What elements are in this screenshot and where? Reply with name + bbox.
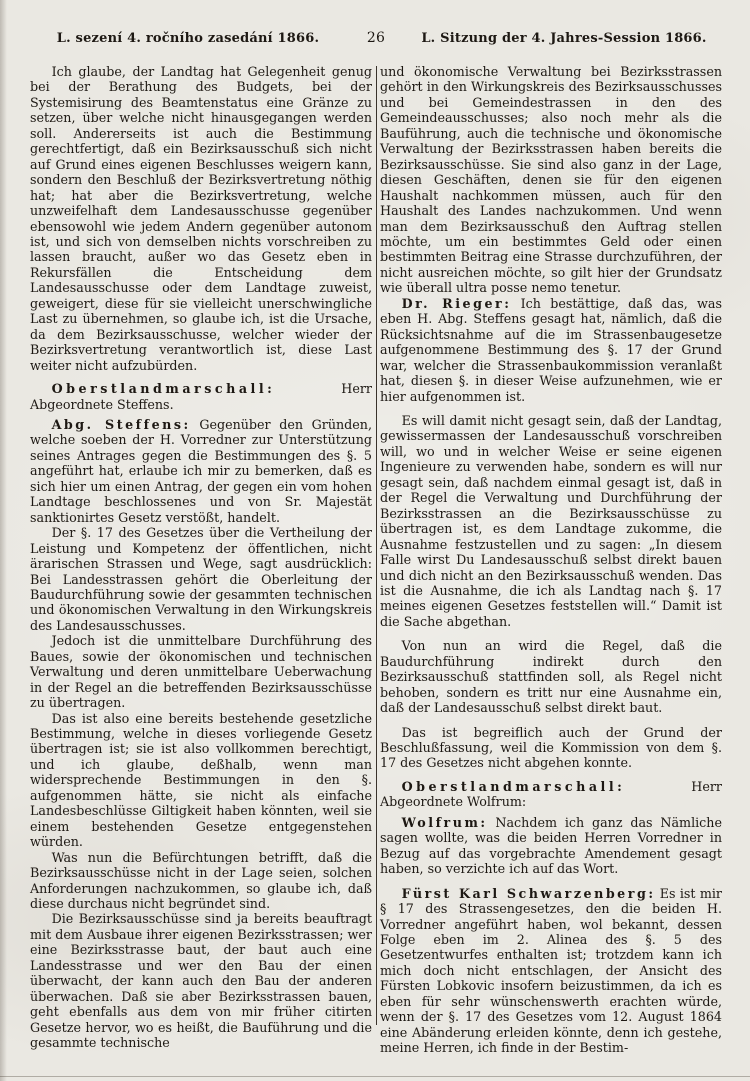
speech-paragraph: Von nun an wird die Regel, daß die Baudurchführung indirekt durch den Bezirksausschuß stattfinden soll, als Regel nicht behoben, sondern es tritt nur eine Ausnahme ein, daß der Landesausschuß selbst direkt baut. — [380, 638, 722, 716]
speech-paragraph: Das ist also eine bereits bestehende gesetzliche Bestimmung, welche in dieses vorliegende Gesetz übertragen ist; sie ist also vollkommen berechtigt, und ich glaube, deßhalb, wenn man widersprechende Bestimmungen in den §. aufgenommen hätte, sie nicht als einfache Landesbeschlüsse Giltigkeit haben könnten, weil sie einem bestehenden Gesetze entgegenstehen würden. — [30, 710, 372, 850]
running-header — [30, 30, 722, 46]
speech-paragraph: Die Bezirksausschüsse sind ja bereits beauftragt mit dem Ausbaue ihrer eigenen Bezirksstrassen; wer eine Bezirksstrasse baut, der baut auch eine Landesstrasse und wer den Bau der einen überwacht, der kann auch den Bau der anderen überwachen. Daß sie aber Bezirksstrassen bauen, geht ebenfalls aus dem von mir früher citirten Gesetze hervor, wo es heißt, die Bauführung und die gesammte technische — [30, 911, 372, 1051]
column-divider-rule — [376, 66, 377, 1025]
speaker-name: Oberstlandmarschall: — [401, 778, 626, 794]
page-number: 26 — [366, 30, 386, 46]
text-column-left — [30, 64, 372, 1061]
speech-paragraph: Das ist begreiflich auch der Grund der Beschlußfassung, weil die Kommission von dem §. 17 des Gesetzes nicht abgehen konnte. — [380, 724, 722, 771]
speech-paragraph: Jedoch ist die unmittelbare Durchführung des Baues, sowie der ökonomischen und technischen Verwaltung und deren unmittelbare Ueberwachung in der Regel an die betreffenden Bezirksausschüsse zu übertragen. — [30, 633, 372, 711]
speech-paragraph: Es will damit nicht gesagt sein, daß der Landtag, gewissermassen der Landesausschuß vorschreiben will, wo und in welcher Weise er seine eigenen Ingenieure zu verwenden habe, sondern es will nur gesagt sein, daß nachdem einmal gesagt ist, daß in der Regel die Verwaltung und Durchführung der Bezirksstrassen an die Bezirksausschüsse zu übertragen ist, es dem Landtage zukomme, die Ausnahme festzustellen und zu sagen: „In diesem Falle wirst Du Landesausschuß selbst direkt bauen und dich nicht an den Bezirksausschuß wenden. Das ist die Ausnahme, die ich als Landtag nach §. 17 meines eigenen Gesetzes feststellen will.“ Damit ist die Sache abgethan. — [380, 412, 722, 629]
speaker-heading: Oberstlandmarschall: Herr Abgeordnete Wolfrum: — [380, 778, 722, 810]
text-column-right — [380, 64, 722, 1061]
speaker-name: Fürst Karl Schwarzenberg: — [401, 885, 656, 901]
speech-paragraph: Der §. 17 des Gesetzes über die Vertheilung der Leistung und Kompetenz der öffentlichen, nicht ärarischen Strassen und Wege, sagt ausdrücklich: Bei Landesstrassen gehört die Oberleitung der Baudurchführung sowie der gesammten technischen und ökonomischen Verwaltung in den Wirkungskreis des Landesausschusses. — [30, 525, 372, 633]
speech-paragraph: und ökonomische Verwaltung bei Bezirksstrassen gehört in den Wirkungskreis des Bezirksausschusses und bei Gemeindestrassen in den des Gemeindeausschusses; also noch mehr als die Bauführung, auch die technische und ökonomische Verwaltung der Bezirksstrassen haben bereits die Bezirksausschüsse. Sie sind also ganz in der Lage, diesen Geschäften, denen sie für den eigenen Haushalt nachkommen müssen, auch für den Haushalt des Landes nachzukommen. Und wenn man dem Bezirksausschuß den Auftrag stellen möchte, um ein bestimmtes Geld oder einen bestimmten Beitrag eine Strasse durchzuführen, der nicht ausreichen möchte, so gilt hier der Grundsatz wie überall ultra posse nemo tenetur. — [380, 64, 722, 296]
speech-paragraph: Fürst Karl Schwarzenberg: Es ist mir § 17 des Strassengesetzes, den die beiden H. Vorredner angeführt haben, wol bekannt, dessen Folge eben im 2. Alinea des §. 5 des Gesetzentwurfes enthalten ist; trotzdem kann ich mich doch nicht entschlagen, der Ansicht des Fürsten Lobkovic insofern beizustimmen, da ich es eben für sehr wünschenswerth erachten würde, wenn der §. 17 des Gesetzes vom 12. August 1864 eine Abänderung erleiden könnte, denn ich gestehe, meine Herren, ich finde in der Bestim- — [380, 885, 722, 1056]
speech-paragraph: Was nun die Befürchtungen betrifft, daß die Bezirksausschüsse nicht in der Lage seien, solchen Anforderungen nachzukommen, so glaube ich, daß diese durchaus nicht begründet sind. — [30, 849, 372, 912]
speech-paragraph: Abg. Steffens: Gegenüber den Gründen, welche soeben der H. Vorredner zur Unterstützung seines Antrages gegen die Bestimmungen des §. 5 angeführt hat, erlaube ich mir zu bemerken, daß es sich hier um einen Antrag, der gegen ein vom hohen Landtage beschlossenes und von Sr. Majestät sanktionirtes Gesetz verstößt, handelt. — [30, 416, 372, 525]
scan-edge-artifact — [0, 0, 7, 1081]
speaker-name: Wolfrum: — [401, 814, 488, 830]
speech-paragraph: Ich glaube, der Landtag hat Gelegenheit genug bei der Berathung des Budgets, bei der Systemisirung des Beamtenstatus eine Gränze zu setzen, über welche nicht hinausgegangen werden soll. Andererseits ist auch die Bestimmung gerechtfertigt, daß ein Bezirksausschuß sich nicht auf Grund eines eigenen Beschlusses weigern kann, sondern den Beschluß der Bezirksvertretung nöthig hat; hat aber die Bezirksvertretung, welche unzweifelhaft dem Landesausschusse gegenüber ebensowohl wie jedem Andern gegenüber autonom ist, und sich von demselben nichts vorschreiben zu lassen braucht, außer wo das Gesetz eben in Rekursfällen die Entscheidung dem Landesausschusse oder dem Landtage zuweist, geweigert, diese für sie vielleicht unerschwingliche Last zu übernehmen, so glaube ich, ist die Ursache, da dem Bezirksausschusse, welcher wieder der Bezirksvertretung verantwortlich ist, diese Last weiter nicht aufzubürden. — [30, 64, 372, 373]
speaker-name: Dr. Rieger: — [401, 295, 512, 311]
speech-paragraph: Dr. Rieger: Ich bestättige, daß das, was eben H. Abg. Steffens gesagt hat, nämlich, daß die Rücksichtsnahme auf die im Strassenbaugesetze aufgenommene Bestimmung des §. 17 der Grund war, welcher die Strassenbaukommission veranlaßt hat, diesen §. in dieser Weise aufzunehmen, wie er hier aufgenommen ist. — [380, 295, 722, 404]
header-caption-german: L. Sitzung der 4. Jahres-Session 1866. — [421, 31, 707, 46]
speaker-heading: Oberstlandmarschall: Herr Abgeordnete Steffens. — [30, 381, 372, 412]
text-body — [30, 64, 722, 1061]
header-caption-czech: L. sezení 4. ročního zasedání 1866. — [56, 31, 320, 46]
speech-paragraph: Wolfrum: Nachdem ich ganz das Nämliche sagen wollte, was die beiden Herren Vorredner in Bezug auf das vorgebrachte Amendement gesagt haben, so verzichte ich auf das Wort. — [380, 814, 722, 877]
speaker-name: Oberstlandmarschall: — [51, 381, 276, 397]
speaker-name: Abg. Steffens: — [51, 416, 191, 432]
